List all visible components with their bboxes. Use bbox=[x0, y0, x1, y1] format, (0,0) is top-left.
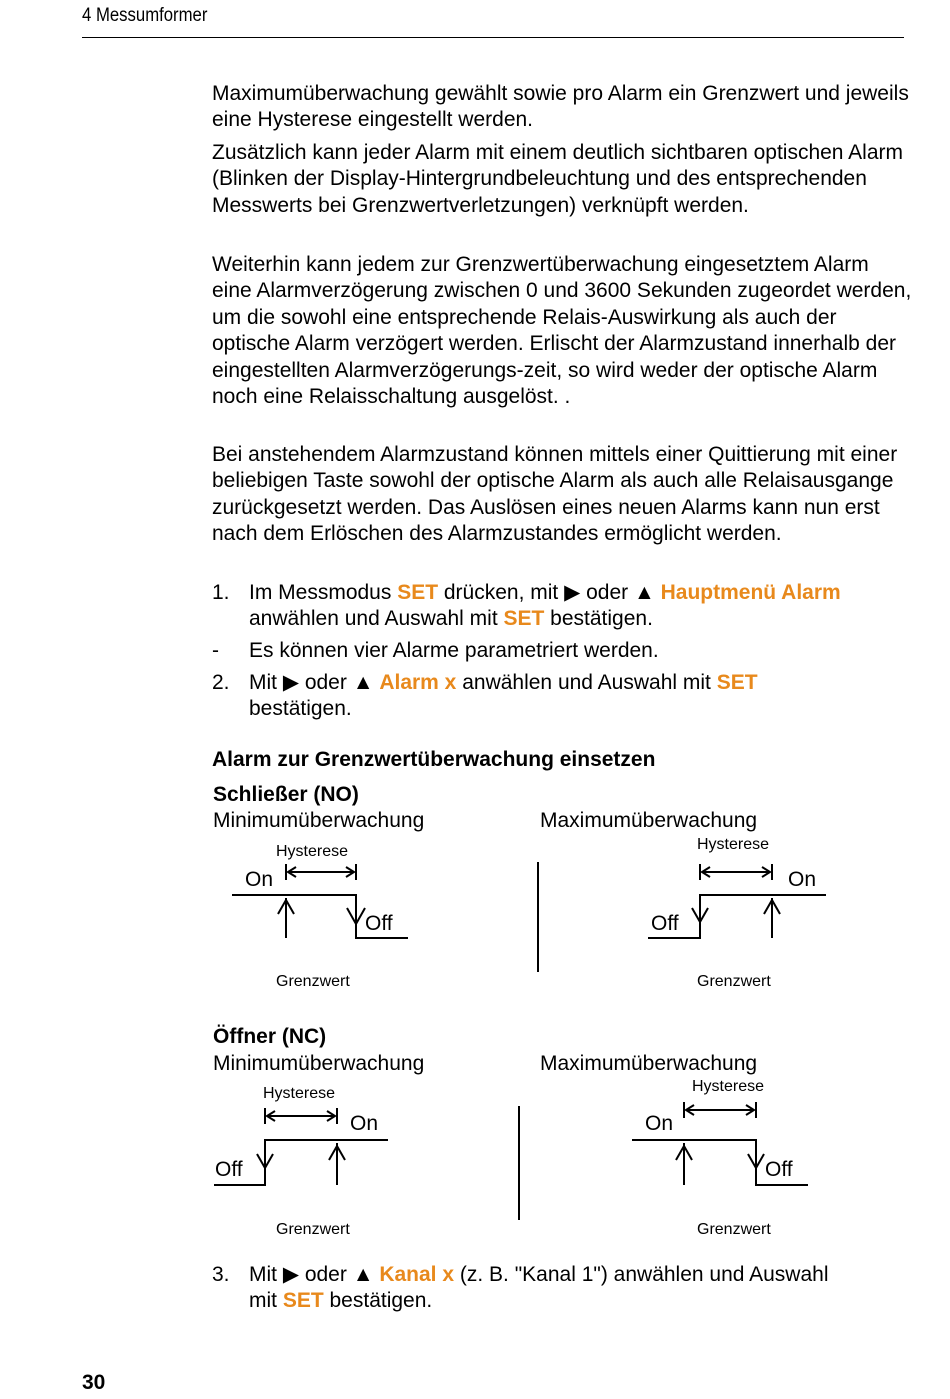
nc-min-title: Minimumüberwachung bbox=[213, 1052, 425, 1075]
limit-label: Grenzwert bbox=[276, 973, 350, 990]
step-3 bbox=[212, 1262, 912, 1316]
section-heading: Alarm zur Grenzwertüberwachung einsetzen bbox=[212, 748, 656, 771]
key-set: SET bbox=[282, 1289, 324, 1313]
right-arrow-icon: ▶ bbox=[282, 671, 299, 694]
off-label: Off bbox=[215, 1158, 243, 1181]
hysteresis-label: Hysterese bbox=[276, 843, 349, 860]
no-title: Schließer (NO) bbox=[213, 783, 359, 806]
step-number: 1. bbox=[212, 581, 230, 604]
on-label: On bbox=[645, 1112, 674, 1135]
no-min-title: Minimumüberwachung bbox=[213, 809, 425, 832]
paragraph-4: Bei anstehendem Alarmzustand können mittels einer Quittierung mit einer beliebigen Taste sowohl der optische Alarm als auch alle Relaisausgange zurückgesetzt werden. Das Auslösen eines neuen Alarms kann nun erst nach dem Erlöschen des Alarmzustandes ermöglicht werden. bbox=[212, 443, 898, 546]
page-number: 30 bbox=[82, 1371, 106, 1394]
up-arrow-icon: ▲ bbox=[352, 1263, 374, 1286]
up-arrow-icon: ▲ bbox=[633, 581, 655, 604]
key-set: SET bbox=[503, 607, 545, 631]
header-title: 4 Messumformer bbox=[82, 5, 208, 26]
key-set: SET bbox=[397, 581, 439, 604]
on-label: On bbox=[245, 868, 274, 891]
limit-label: Grenzwert bbox=[697, 973, 771, 990]
paragraph-2: Zusätzlich kann jeder Alarm mit einem deutlich sichtbaren optischen Alarm (Blinken der Display-Hintergrundbeleuchtung und des entsprechenden Messwerts bei Grenzwertverletzungen) verknüpft werden. bbox=[212, 141, 903, 217]
off-label: Off bbox=[651, 912, 679, 935]
step-text: Mit ▶ oder ▲ Kanal x (z. B. "Kanal 1") anwählen und Auswahl mit SET bestätigen. bbox=[249, 1263, 829, 1313]
nc-max-title: Maximumüberwachung bbox=[540, 1052, 758, 1075]
nc-title: Öffner (NC) bbox=[213, 1025, 327, 1048]
on-label: On bbox=[350, 1112, 379, 1135]
menu-name: Hauptmenü Alarm bbox=[660, 581, 841, 604]
hysteresis-label: Hysterese bbox=[692, 1078, 765, 1095]
limit-label: Grenzwert bbox=[276, 1221, 350, 1238]
menu-name: Kanal x bbox=[379, 1263, 455, 1286]
off-label: Off bbox=[765, 1158, 793, 1181]
paragraph-3: Weiterhin kann jedem zur Grenzwertüberwachung eingesetztem Alarm eine Alarmverzögerung zwischen 0 und 3600 Sekunden zugeordet werden, um die sowohl eine entsprechende Relais-Auswirkung als auch der optische Alarm verzögert werden. Erlischt der Alarmzustand innerhalb der eingestellten Alarmverzögerungs-zeit, so wird weder der optische Alarm noch eine Relaisschaltung ausgelöst. . bbox=[212, 253, 912, 409]
step-number: 3. bbox=[212, 1263, 230, 1286]
step-number: 2. bbox=[212, 671, 230, 694]
up-arrow-icon: ▲ bbox=[352, 671, 374, 694]
note-dash: - bbox=[212, 639, 219, 662]
right-arrow-icon: ▶ bbox=[282, 1263, 299, 1286]
off-label: Off bbox=[365, 912, 393, 935]
step-text: Im Messmodus SET drücken, mit ▶ oder ▲ Hauptmenü Alarm anwählen und Auswahl mit SET bestätigen. bbox=[249, 581, 841, 631]
menu-name: Alarm x bbox=[379, 671, 457, 694]
hysteresis-label: Hysterese bbox=[263, 1085, 336, 1102]
key-set: SET bbox=[716, 671, 758, 694]
step-text: Mit ▶ oder ▲ Alarm x anwählen und Auswahl mit SET bestätigen. bbox=[249, 671, 758, 721]
note-text: Es können vier Alarme parametriert werden. bbox=[249, 639, 659, 662]
limit-label: Grenzwert bbox=[697, 1221, 771, 1238]
hysteresis-label: Hysterese bbox=[697, 836, 770, 853]
on-label: On bbox=[788, 868, 817, 891]
no-max-title: Maximumüberwachung bbox=[540, 809, 758, 832]
right-arrow-icon: ▶ bbox=[564, 581, 581, 604]
paragraph-1: Maximumüberwachung gewählt sowie pro Alarm ein Grenzwert und jeweils eine Hysterese eingestellt werden. bbox=[212, 82, 909, 132]
